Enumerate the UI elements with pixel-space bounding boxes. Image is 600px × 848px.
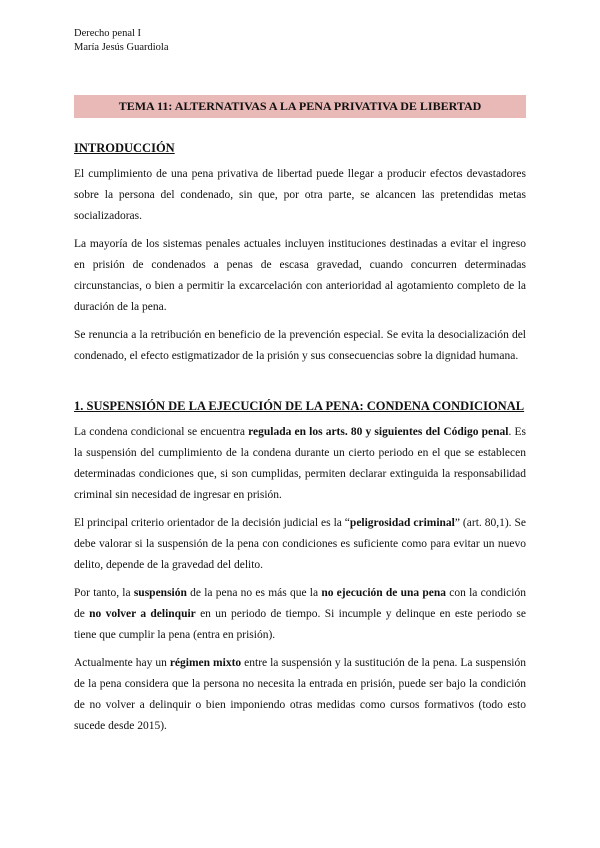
document-body <box>74 140 526 737</box>
text-span: con la condición de <box>74 587 526 620</box>
section-1-paragraph-2 <box>74 513 526 576</box>
bold-term: regulada en los arts. 80 y siguientes del Código penal <box>248 426 509 438</box>
section-1-paragraph-1 <box>74 422 526 506</box>
intro-heading: INTRODUCCIÓN <box>74 141 175 155</box>
page-header <box>74 27 168 55</box>
bold-term: no ejecución de una pena <box>321 587 447 599</box>
bold-term: régimen mixto <box>169 657 242 669</box>
intro-paragraph-3: Se renuncia a la retribución en beneficio de la prevención especial. Se evita la desocialización del condenado, el efecto estigmatizador de la prisión y sus consecuencias sobre la dignidad humana. <box>74 329 526 362</box>
intro-paragraph-1: El cumplimiento de una pena privativa de libertad puede llegar a producir efectos devastadores sobre la persona del condenado, sin que, por otra parte, se alcancen las pretendidas metas socializadoras. <box>74 168 526 222</box>
text-span: . Es la suspensión del cumplimiento de la condena durante un cierto periodo en el que se establecen determinadas condiciones que, si son cumplidas, permiten declarar extinguida la responsabilidad criminal sin necesidad de ingresar en prisión. <box>74 426 527 501</box>
text-span: Por tanto, la <box>74 587 134 599</box>
header-course: Derecho penal I <box>74 28 142 39</box>
bold-term: peligrosidad criminal <box>349 517 455 529</box>
text-span: ” (art. 80,1). Se debe valorar si la suspensión de la pena con condiciones es suficiente como para evitar un nuevo delito, depende de la gravedad del delito. <box>74 517 526 571</box>
section-1-paragraph-3 <box>74 583 526 646</box>
text-span: en un periodo de tiempo. Si incumple y delinque en este periodo se tiene que cumplir la pena (entra en prisión). <box>74 608 527 641</box>
text-span: La condena condicional se encuentra <box>74 426 249 438</box>
header-author: María Jesús Guardiola <box>74 42 169 53</box>
bold-term: suspensión <box>133 587 187 599</box>
section-1-heading: 1. SUSPENSIÓN DE LA EJECUCIÓN DE LA PENA: CONDENA CONDICIONAL <box>74 399 525 413</box>
bold-term: no volver a delinquir <box>89 608 196 620</box>
chapter-title: TEMA 11: ALTERNATIVAS A LA PENA PRIVATIVA DE LIBERTAD <box>118 99 482 113</box>
text-span: de la pena no es más que la <box>186 587 322 599</box>
section-1-paragraph-4 <box>74 653 526 737</box>
intro-paragraph-2: La mayoría de los sistemas penales actuales incluyen instituciones destinadas a evitar el ingreso en prisión de condenados a penas de escasa gravedad, cuando concurren determinadas circunstancias, o bien a permitir la excarcelación con anterioridad al agotamiento completo de la duración de la pena. <box>74 238 526 313</box>
chapter-title-bar <box>74 95 526 118</box>
text-span: Actualmente hay un <box>74 657 170 669</box>
text-span: entre la suspensión y la sustitución de la pena. La suspensión de la pena considera que la persona no necesita la entrada en prisión, puede ser bajo la condición de no volver a delinquir o bien imponiendo otras medidas como cursos formativos (todo esto sucede desde 2015). <box>74 657 527 732</box>
text-span: El principal criterio orientador de la decisión judicial es la “ <box>74 517 350 529</box>
